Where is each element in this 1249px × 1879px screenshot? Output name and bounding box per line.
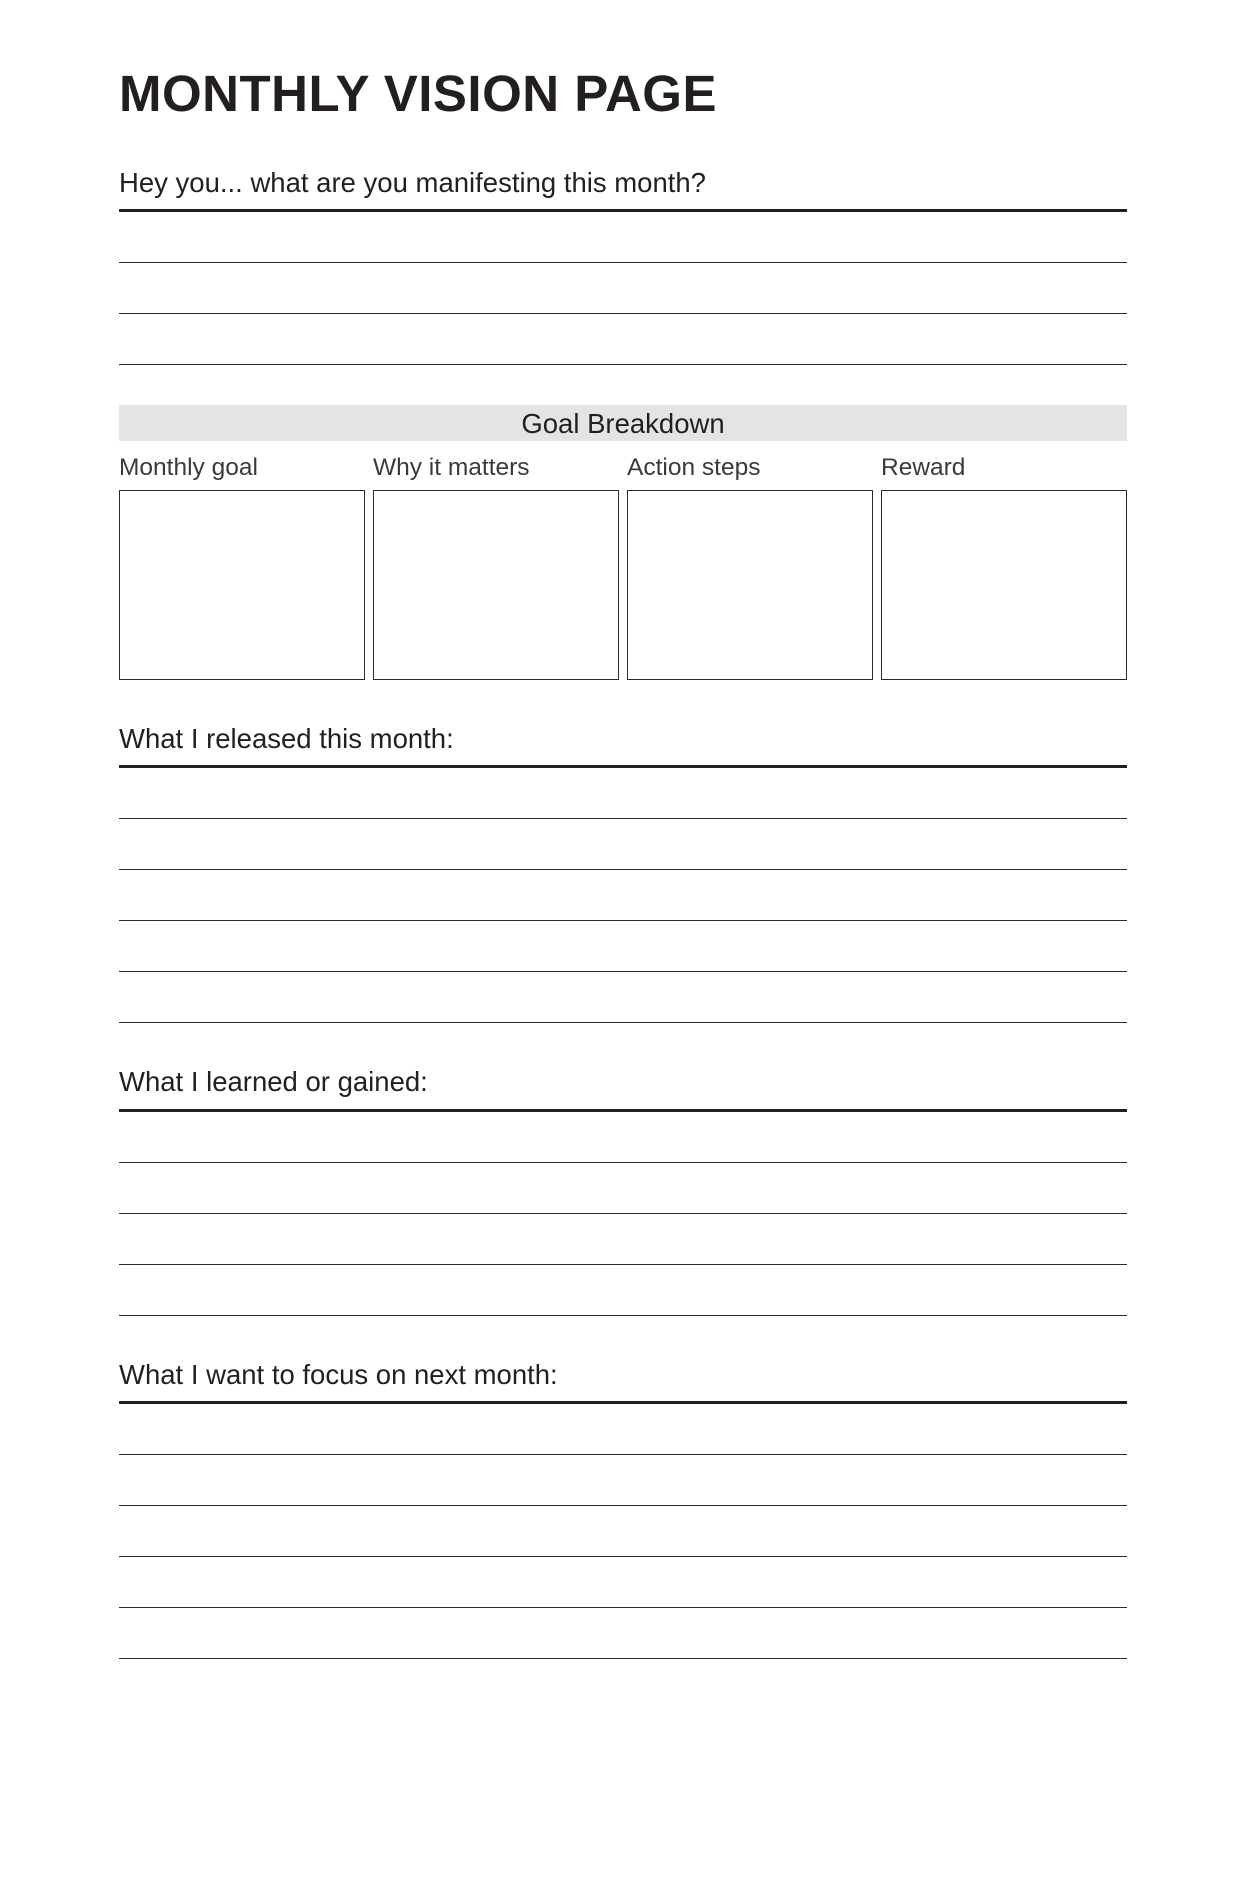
manifesting-prompt-label: Hey you... what are you manifesting this month? xyxy=(119,167,706,198)
writing-line[interactable] xyxy=(119,1162,1127,1163)
goal-breakdown-title: Goal Breakdown xyxy=(521,407,725,439)
goal-breakdown-boxes xyxy=(119,490,1127,680)
writing-line[interactable] xyxy=(119,262,1127,263)
writing-line[interactable] xyxy=(119,1505,1127,1506)
released-prompt-label: What I released this month: xyxy=(119,723,454,755)
released-heading-rule xyxy=(119,765,1127,768)
focus-next-prompt-label: What I want to focus on next month: xyxy=(119,1358,558,1390)
column-header-label: Why it matters xyxy=(373,454,530,482)
focus-next-heading-rule xyxy=(119,1401,1127,1404)
section-released xyxy=(119,724,1127,1023)
column-header-label: Monthly goal xyxy=(119,454,258,482)
writing-line[interactable] xyxy=(119,1213,1127,1214)
writing-line[interactable] xyxy=(119,1022,1127,1023)
learned-prompt-label: What I learned or gained: xyxy=(119,1066,428,1098)
released-writing-lines[interactable] xyxy=(119,818,1127,1023)
goal-box-reward[interactable] xyxy=(881,490,1127,680)
section-learned xyxy=(119,1067,1127,1315)
column-header-why-it-matters xyxy=(373,455,619,482)
learned-writing-lines[interactable] xyxy=(119,1162,1127,1316)
writing-line[interactable] xyxy=(119,364,1127,365)
focus-next-writing-lines[interactable] xyxy=(119,1454,1127,1659)
writing-line[interactable] xyxy=(119,1607,1127,1608)
goal-breakdown-headers xyxy=(119,455,1127,482)
goal-box-why-it-matters[interactable] xyxy=(373,490,619,680)
writing-line[interactable] xyxy=(119,1264,1127,1265)
column-header-action-steps xyxy=(627,455,873,482)
column-header-reward xyxy=(881,455,1127,482)
manifesting-heading-rule xyxy=(119,209,1127,212)
section-focus-next-month xyxy=(119,1360,1127,1659)
writing-line[interactable] xyxy=(119,313,1127,314)
page-content xyxy=(119,0,1127,1659)
column-header-label: Reward xyxy=(881,454,966,482)
manifesting-writing-lines[interactable] xyxy=(119,262,1127,365)
column-header-monthly-goal xyxy=(119,455,365,482)
writing-line[interactable] xyxy=(119,920,1127,921)
page-title: MONTHLY VISION PAGE xyxy=(119,65,717,122)
goal-box-monthly-goal[interactable] xyxy=(119,490,365,680)
learned-heading-rule xyxy=(119,1109,1127,1112)
writing-line[interactable] xyxy=(119,1315,1127,1316)
writing-line[interactable] xyxy=(119,1658,1127,1659)
writing-line[interactable] xyxy=(119,869,1127,870)
writing-line[interactable] xyxy=(119,971,1127,972)
section-goal-breakdown xyxy=(119,405,1127,680)
column-header-label: Action steps xyxy=(627,454,761,482)
writing-line[interactable] xyxy=(119,1454,1127,1455)
writing-line[interactable] xyxy=(119,1556,1127,1557)
goal-box-action-steps[interactable] xyxy=(627,490,873,680)
section-manifesting xyxy=(119,168,1127,365)
goal-breakdown-band xyxy=(119,405,1127,441)
writing-line[interactable] xyxy=(119,818,1127,819)
